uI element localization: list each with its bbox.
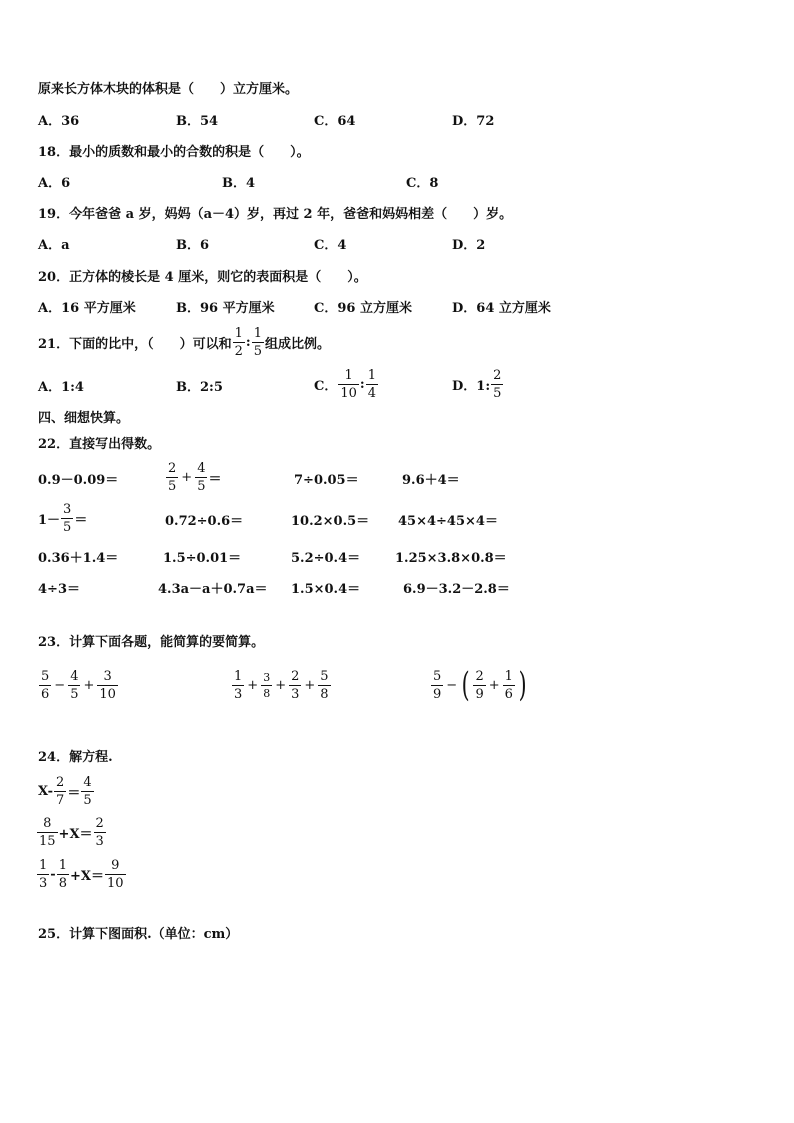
- q18-stem: 18．最小的质数和最小的合数的积是（ ）。: [38, 145, 310, 160]
- fraction: [166, 462, 178, 493]
- q22-r3-c2: 1.5÷0.01＝: [163, 551, 242, 566]
- numerator: 2: [56, 775, 65, 790]
- denominator: 2: [234, 344, 243, 359]
- denominator: 8: [320, 687, 329, 702]
- fraction: [289, 670, 301, 701]
- numerator: 5: [320, 669, 329, 684]
- numerator: 1: [234, 326, 243, 341]
- fraction: [68, 670, 80, 701]
- numerator: 1: [234, 669, 243, 684]
- q21-ratio-second: [252, 327, 264, 358]
- denominator: 3: [291, 687, 300, 702]
- numerator: 4: [70, 669, 79, 684]
- option-label: C．: [314, 379, 338, 394]
- numerator: 2: [493, 368, 502, 383]
- option-d-fraction: [491, 369, 503, 400]
- numerator: 3: [103, 669, 112, 684]
- fraction: [105, 859, 126, 890]
- q20-option-a: A．16 平方厘米: [38, 301, 136, 316]
- q22-stem: 22．直接写出得数。: [38, 437, 161, 452]
- q24-stem: 24．解方程.: [38, 750, 113, 765]
- denominator: 5: [253, 344, 262, 359]
- fraction: [473, 670, 485, 701]
- denominator: 3: [95, 834, 104, 849]
- q19-option-c: C．4: [314, 238, 347, 253]
- minus-sign: -: [50, 867, 56, 882]
- minus-sign: −: [54, 678, 66, 693]
- q21-stem-pre: 21．下面的比中，（ ）可以和: [38, 337, 232, 352]
- plus-sign: +: [304, 678, 316, 693]
- numerator: 9: [111, 858, 120, 873]
- equation-prefix: X-: [38, 784, 54, 799]
- equals-sign: ＝: [74, 513, 88, 528]
- q22-r1-c2: [165, 462, 221, 493]
- fraction: [54, 776, 66, 807]
- plus-sign: +: [181, 470, 193, 485]
- numerator: 2: [95, 816, 104, 831]
- right-parenthesis: ): [518, 665, 527, 705]
- q19-option-d: D．2: [452, 238, 486, 253]
- denominator: 6: [41, 687, 50, 702]
- numerator: 4: [197, 461, 206, 476]
- q18-option-b: B．4: [222, 176, 256, 191]
- option-c-first: [338, 369, 359, 400]
- denominator: 15: [39, 834, 56, 849]
- denominator: 5: [168, 479, 177, 494]
- q22-r1-c4: 9.6＋4＝: [402, 473, 460, 488]
- numerator: 3: [263, 671, 271, 684]
- q19-stem: 19．今年爸爸 a 岁，妈妈（a－4）岁，再过 2 年，爸爸和妈妈相差（ ）岁。: [38, 207, 513, 222]
- denominator: 3: [234, 687, 243, 702]
- numerator: 8: [43, 816, 52, 831]
- q21-stem: [38, 327, 330, 358]
- q24-equation-2: [36, 817, 107, 848]
- q22-r4-c2: 4.3a－a＋0.7a＝: [158, 582, 268, 597]
- denominator: 8: [263, 687, 271, 700]
- q18-option-a: A．6: [38, 176, 71, 191]
- denominator: 5: [493, 386, 502, 401]
- q21-option-b: B．2:5: [176, 380, 223, 395]
- numerator: 2: [168, 461, 177, 476]
- q22-r3-c1: 0.36＋1.4＝: [38, 551, 119, 566]
- numerator: 4: [83, 775, 92, 790]
- denominator: 7: [56, 793, 65, 808]
- denominator: 9: [475, 686, 484, 702]
- denominator: 3: [39, 876, 48, 891]
- q22-r3-c3: 5.2÷0.4＝: [291, 551, 361, 566]
- plus-sign: +: [83, 678, 95, 693]
- equation-middle: +X＝: [58, 827, 93, 842]
- q25-stem: 25．计算下图面积.（单位：cm）: [38, 927, 239, 942]
- q21-stem-post: 组成比例。: [264, 337, 330, 352]
- q22-r2-c1: [38, 503, 87, 534]
- plus-sign: +: [488, 677, 500, 693]
- q22-r1-c1: 0.9－0.09＝: [38, 473, 119, 488]
- ratio-colon: :: [245, 335, 251, 350]
- q17-option-d: D．72: [452, 114, 495, 129]
- q21-option-a: A．1:4: [38, 380, 84, 395]
- denominator: 10: [106, 876, 124, 891]
- minus-sign: −: [446, 677, 458, 693]
- denominator: 5: [63, 520, 72, 535]
- fraction: [39, 670, 51, 701]
- plus-sign: +: [247, 678, 259, 693]
- fraction: [57, 859, 69, 890]
- denominator: 10: [340, 386, 357, 401]
- numerator: 5: [41, 669, 50, 684]
- fraction: [61, 503, 73, 534]
- q24-equation-3: [36, 859, 127, 890]
- q18-option-c: C．8: [406, 176, 439, 191]
- fraction: [37, 859, 49, 890]
- plus-sign: +: [275, 678, 287, 693]
- q23-expression-2: [231, 670, 332, 701]
- option-label: D．1:: [452, 379, 491, 394]
- fraction: [81, 776, 93, 807]
- numerator: 3: [63, 502, 72, 517]
- fraction: [261, 672, 272, 699]
- q22-r4-c1: 4÷3＝: [38, 582, 80, 597]
- q22-r3-c4: 1.25×3.8×0.8＝: [395, 551, 507, 566]
- denominator: 5: [197, 479, 206, 494]
- q20-option-d: D．64 立方厘米: [452, 301, 551, 316]
- ratio-colon: :: [359, 377, 365, 392]
- section-title: 四、细想快算。: [38, 411, 130, 426]
- q17-option-a: A．36: [38, 114, 80, 129]
- numerator: 1: [504, 668, 513, 684]
- q22-r4-c4: 6.9－3.2－2.8＝: [403, 582, 510, 597]
- left-parenthesis: (: [461, 665, 470, 705]
- numerator: 2: [475, 668, 484, 684]
- fraction: [94, 817, 106, 848]
- q17-stem: 原来长方体木块的体积是（ ）立方厘米。: [38, 82, 299, 97]
- denominator: 5: [70, 687, 79, 702]
- q20-option-c: C．96 立方厘米: [314, 301, 412, 316]
- numerator: 2: [291, 669, 300, 684]
- equals-sign: ＝: [208, 472, 222, 487]
- numerator: 1: [253, 326, 262, 341]
- q20-option-b: B．96 平方厘米: [176, 301, 275, 316]
- q21-option-c: [314, 369, 379, 400]
- q22-r2-c3: 10.2×0.5＝: [291, 514, 370, 529]
- denominator: 5: [83, 793, 92, 808]
- q22-r2-c2: 0.72÷0.6＝: [165, 514, 244, 529]
- q21-ratio-first: [233, 327, 245, 358]
- q22-r4-c3: 1.5×0.4＝: [291, 582, 361, 597]
- q17-option-b: B．54: [176, 114, 219, 129]
- q24-equation-1: [38, 776, 95, 807]
- fraction: [431, 670, 443, 701]
- q19-option-a: A．a: [38, 238, 70, 253]
- q17-option-c: C．64: [314, 114, 356, 129]
- fraction: [195, 462, 207, 493]
- q19-option-b: B．6: [176, 238, 210, 253]
- option-c-second: [366, 369, 378, 400]
- q22-r1-c3: 7÷0.05＝: [294, 473, 359, 488]
- q23-expression-1: [38, 670, 119, 701]
- numerator: 5: [433, 668, 442, 684]
- denominator: 4: [367, 386, 376, 401]
- numerator: 1: [58, 858, 67, 873]
- q23-stem: 23．计算下面各题，能简算的要简算。: [38, 635, 265, 650]
- fraction: [318, 670, 330, 701]
- fraction: [232, 670, 244, 701]
- equation-middle: +X＝: [69, 869, 104, 884]
- q20-stem: 20．正方体的棱长是 4 厘米，则它的表面积是（ ）。: [38, 270, 367, 285]
- expression-prefix: 1－: [38, 513, 61, 528]
- denominator: 10: [99, 687, 116, 702]
- fraction: [97, 670, 118, 701]
- q23-expression-3: [430, 665, 529, 705]
- numerator: 1: [367, 368, 376, 383]
- equals-sign: ＝: [67, 786, 81, 801]
- q21-option-d: [452, 369, 504, 400]
- fraction: [503, 670, 515, 701]
- numerator: 1: [39, 858, 48, 873]
- numerator: 1: [344, 368, 353, 383]
- denominator: 6: [504, 686, 513, 702]
- fraction: [37, 817, 58, 848]
- denominator: 9: [433, 686, 442, 702]
- q22-r2-c4: 45×4÷45×4＝: [398, 514, 498, 529]
- denominator: 8: [58, 876, 67, 891]
